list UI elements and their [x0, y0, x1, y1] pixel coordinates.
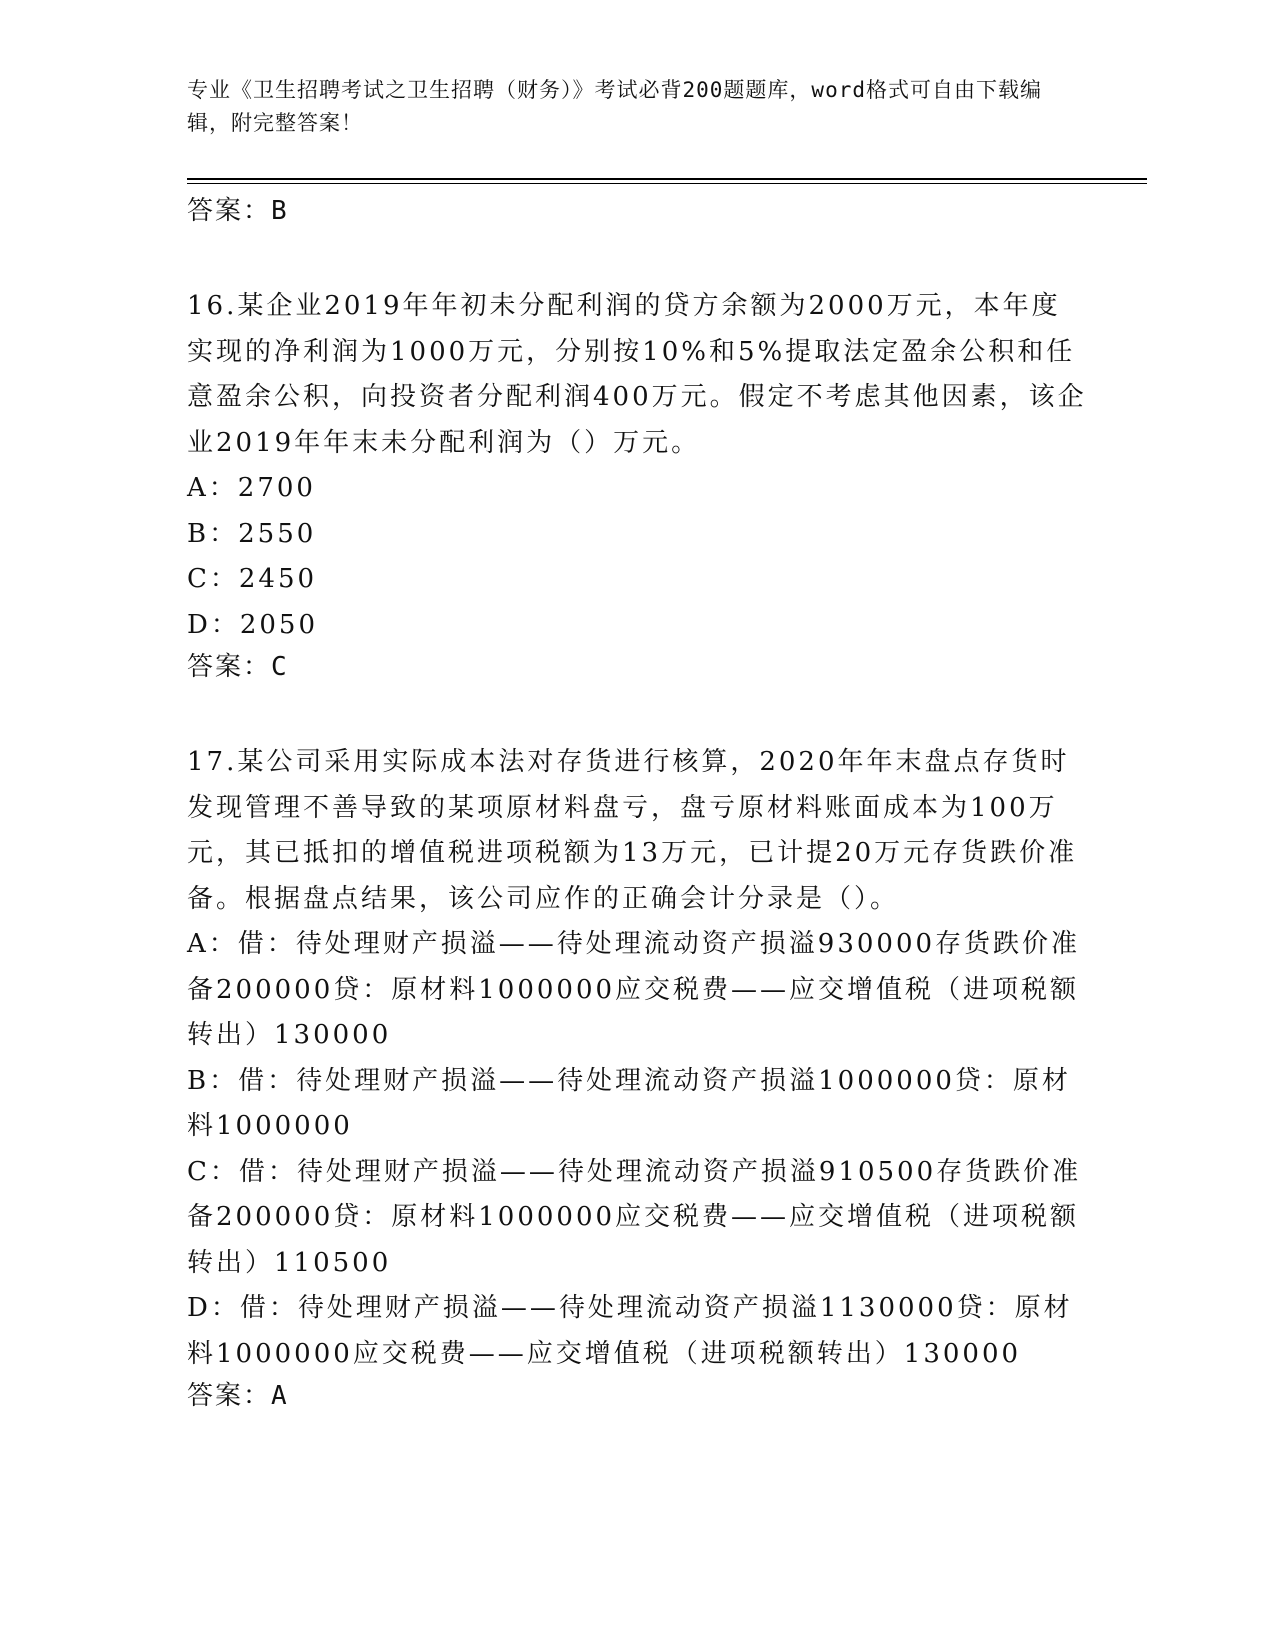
spacer [187, 232, 1087, 284]
header-rule-thick [187, 178, 1147, 180]
answer-label: 答案： [187, 196, 272, 226]
option-a: A：借：待处理财产损溢——待处理流动资产损溢930000存货跌价准备200000贷：原材料1000000应交税费——应交增值税（进项税额转出）130000 [187, 929, 1081, 1050]
option-c: C：借：待处理财产损溢——待处理流动资产损溢910500存货跌价准备200000贷：原材料1000000应交税费——应交增值税（进项税额转出）110500 [187, 1156, 1082, 1278]
answer-key: C [271, 652, 289, 682]
option-c: C：2450 [187, 564, 318, 594]
header-rule-thin [187, 183, 1147, 184]
question-stem: 17.某公司采用实际成本法对存货进行核算，2020年年末盘点存货时发现管理不善导致的某项原材料盘亏，盘亏原材料账面成本为100万元，其已抵扣的增值税进项税额为13万元，已计提20万元存货跌价准备。根据盘点结果，该公司应作的正确会计分录是（）。 [187, 747, 1078, 914]
option-d: D：借：待处理财产损溢——待处理流动资产损溢1130000贷：原材料1000000应交税费——应交增值税（进项税额转出）130000 [187, 1293, 1073, 1369]
question-16 [187, 284, 1087, 688]
document-body [187, 192, 1087, 1417]
answer-key: A [271, 1381, 289, 1411]
previous-answer [187, 192, 1087, 232]
option-b: B：2550 [187, 518, 317, 549]
option-a: A：2700 [187, 473, 316, 503]
spacer [187, 688, 1087, 740]
question-17 [187, 740, 1087, 1417]
answer-key: B [271, 196, 289, 226]
document-header: 专业《卫生招聘考试之卫生招聘（财务）》考试必背200题题库，word格式可自由下载编辑，附完整答案！ [187, 78, 1042, 135]
option-b: B：借：待处理财产损溢——待处理流动资产损溢1000000贷：原材料1000000 [187, 1065, 1071, 1141]
option-d: D：2050 [187, 609, 319, 640]
answer-label: 答案： [187, 652, 272, 682]
answer-label: 答案： [187, 1381, 272, 1411]
question-stem: 16.某企业2019年年初未分配利润的贷方余额为2000万元，本年度实现的净利润为1000万元，分别按10%和5%提取法定盈余公积和任意盈余公积，向投资者分配利润400万元。假定不考虑其他因素，该企业2019年年末未分配利润为（）万元。 [187, 291, 1087, 458]
question-answer [187, 1377, 1087, 1417]
question-answer [187, 648, 1087, 688]
